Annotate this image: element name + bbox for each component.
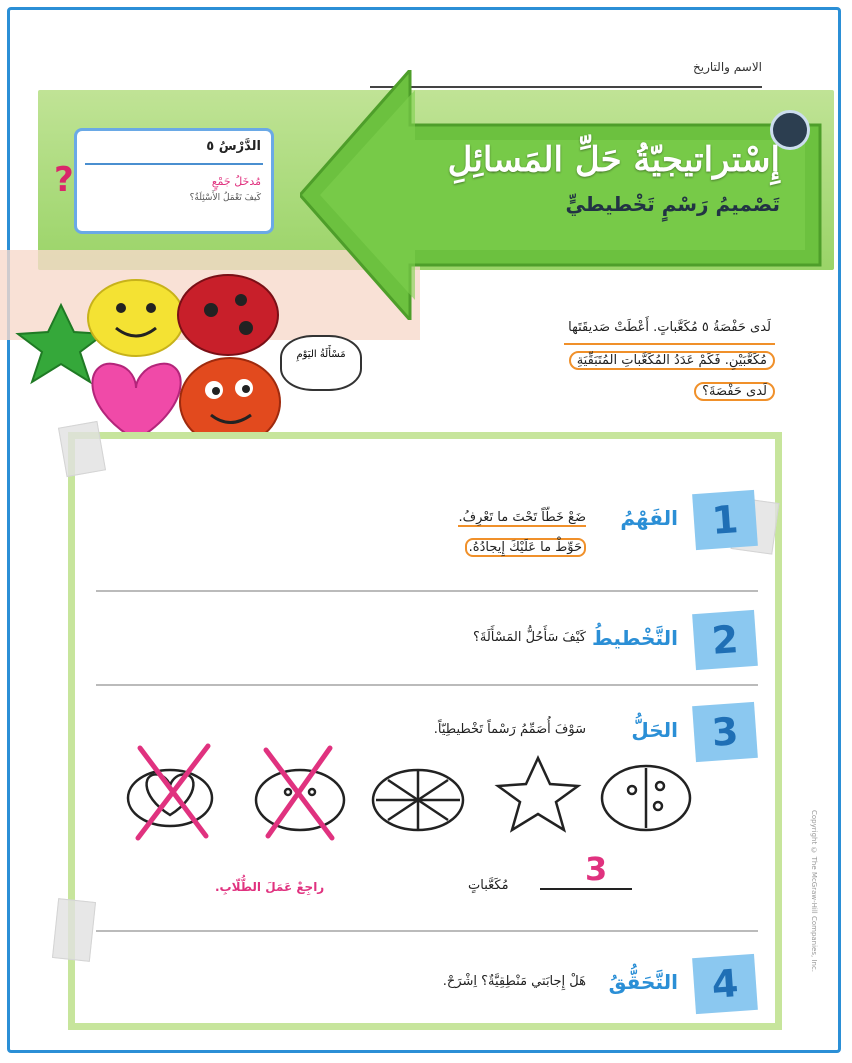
crossed-smiley-drawing: [256, 770, 344, 830]
answer-value: 3: [585, 850, 608, 888]
step-instruction: هَلْ إِجابَتي مَنْطِقِيَّةٌ؟ اِشْرَحْ.: [442, 974, 586, 989]
pink-heart-icon: [92, 364, 180, 440]
step-name: الحَلُّ: [631, 718, 678, 742]
problem-line-2: مُكَعَّبَيْنِ. فَكَمْ عَدَدُ المُكَعَّباتِ المُتَبَقِّيَةِ: [569, 351, 775, 370]
page-title: إِسْتراتيجيّةُ حَلِّ المَسائِلِ: [447, 140, 780, 180]
star-drawing: [498, 758, 578, 830]
problem-line-3: لَدى حَفْصَةَ؟: [694, 382, 775, 401]
speech-bubble: مَسْأَلَةُ اليَوْمِ: [280, 335, 362, 391]
tape-bottom-left: [52, 898, 96, 962]
lesson-skill: مُدخَلُ جَمْعٍ: [211, 175, 261, 188]
ladybug-drawing: [602, 766, 690, 830]
step-check: [96, 956, 756, 1016]
smiley-toy-icon: [88, 280, 184, 356]
page-subtitle: تَصْميمُ رَسْمٍ تَخْطيطيٍّ: [565, 192, 780, 216]
step-name: الفَهْمُ: [620, 506, 678, 530]
teacher-note: راجِعْ عَمَلَ الطُّلّابِ.: [215, 880, 325, 894]
step-divider: [96, 590, 758, 592]
step-divider: [96, 684, 758, 686]
lesson-card: [74, 128, 274, 234]
cross-mark: [266, 748, 332, 838]
lesson-number: الدَّرْسُ ٥: [206, 139, 261, 154]
tape-top-left: [58, 421, 106, 477]
ladybug-toy-icon: [178, 275, 278, 355]
name-date-field[interactable]: الاسم والتاريخ: [370, 60, 762, 88]
question-mark-icon: ?: [54, 160, 74, 200]
step-plan: [96, 612, 756, 672]
step-name: التَّخْطيطُ: [591, 626, 678, 650]
copyright-side-text: Copyright © The McGraw-Hill Companies, Inc.: [810, 810, 818, 973]
step-instruction: ضَعْ خَطّاً تَحْتَ ما تَعْرِفُ.: [458, 510, 586, 525]
problem-line-1: لَدى حَفْصَةُ ٥ مُكَعَّباتٍ. أَعْطَتْ صَديقَتَها: [564, 312, 775, 345]
lesson-description: كَيفَ تَعْمَلُ الأَسْئِلَةُ؟: [189, 193, 261, 203]
lesson-card-divider: [85, 163, 263, 165]
step-number: 1: [692, 490, 758, 550]
problem-text: [430, 312, 775, 407]
step-instruction-2: حَوِّطْ ما عَلَيْكَ إِيجادُهُ.: [465, 540, 586, 555]
orange-slice-drawing: [373, 770, 463, 830]
step-divider: [96, 930, 758, 932]
step-number: 3: [692, 702, 758, 762]
step-instruction: سَوْفَ أُصَمِّمُ رَسْماً تَخْطيطِيّاً.: [433, 722, 586, 737]
step-instruction: كَيْفَ سَأَحُلُّ المَسْأَلَةَ؟: [472, 630, 586, 645]
step-number: 4: [692, 954, 758, 1014]
answer-unit: مُكَعَّباتٍ: [468, 878, 509, 893]
step-number: 2: [692, 610, 758, 670]
step-understand: [96, 492, 756, 572]
answer-line: [540, 888, 632, 890]
step-name: التَّحَقُّقُ: [608, 970, 678, 994]
cubes-drawing: [118, 740, 698, 850]
